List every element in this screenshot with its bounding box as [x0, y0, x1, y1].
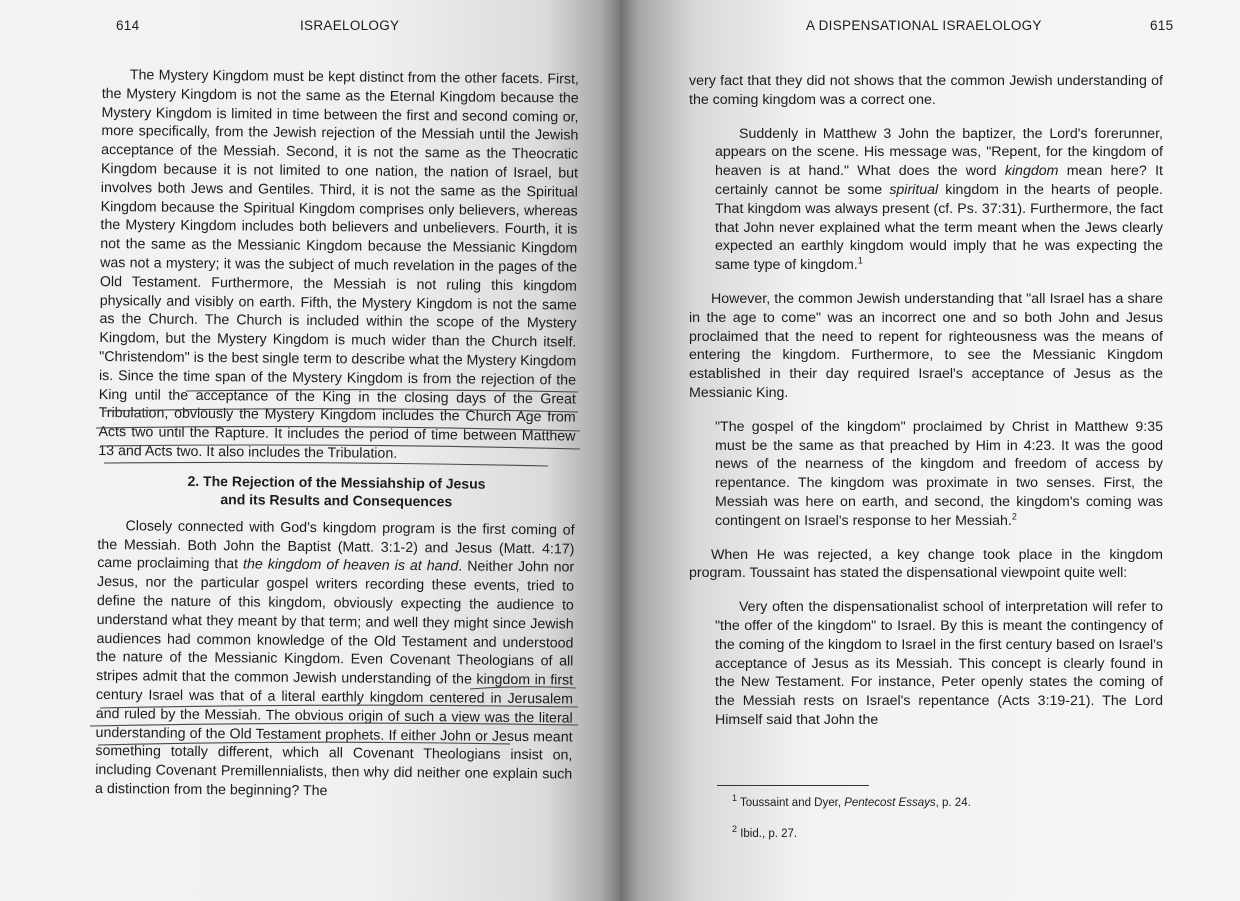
left-running-head: ISRAELOLOGY — [300, 18, 400, 33]
footnote-1-italic: Pentecost Essays — [844, 797, 936, 809]
left-paragraph-2-part-b: . Neither John nor Jesus, nor the particular gospel writers recording these events, tried to define the nature of this kingdom, obviously expecting the audience to understand what they meant by that term; and well they might since Jewish audiences had common knowledge of the Old Testament and understood the nature of the Messianic Kingdom. Even Covenant Theologians of all stripes admit that the common Jewish understanding of the kingdom in first century Israel was that of a literal earthly kingdom centered in Jerusalem and ruled by the Messiah. The obvious origin of such a view was the literal understanding of the Old Testament prophets. If either John or Jesus meant something totally different, which all Covenant Theologians insist on, including Covenant Premillennialists, then why did neither one explain such a distinction from the beginning? The — [94, 558, 575, 800]
right-page — [620, 0, 1240, 901]
section-heading-line-1: 2. The Rejection of the Messiahship of Jesus — [187, 472, 486, 492]
right-paragraph-2-part-b: mean here? It certainly cannot be some — [715, 163, 1163, 198]
right-paragraph-2-italic-2: spiritual — [889, 181, 939, 198]
right-paragraph-4: When He was rejected, a key change took place in the kingdom program. Toussaint has stated the dispensational viewpoint quite well: — [689, 546, 1163, 582]
block-quote-2: Very often the dispensationalist school of interpretation will refer to "the offer of the kingdom" to Israel. By this is meant the contingency of the coming of the kingdom to Israel in the first century based on Israel's acceptance of Jesus as its Messiah. This concept is clearly found in the New Testament. For instance, Peter openly states the coming of the Messiah rests on Israel's repentance (Acts 3:19-21). The Lord Himself said that John the — [715, 599, 1163, 728]
right-paragraph-1: very fact that they did not shows that the common Jewish understanding of the coming kingdom was a correct one. — [689, 73, 1163, 108]
footnote-1-number: 1 — [732, 793, 738, 804]
footnote-ref-1: 1 — [857, 255, 863, 266]
left-body-text — [95, 66, 579, 803]
left-paragraph-2-part-a: Closely connected with God's kingdom program is the first coming of the Messiah. Both John the Baptist (Matt. 3:1-2) and Jesus (Matt. 4:17) came proclaiming that — [97, 517, 575, 573]
footnote-ref-2: 2 — [1011, 511, 1017, 521]
right-page-number: 615 — [1150, 18, 1174, 33]
right-paragraph-2-part-c: kingdom in the hearts of people. That kingdom was always present (cf. Ps. 37:31). Furthermore, the fact that John never explained what the term meant when the Jews clearly expected an earthly kingdom would imply that he was expecting the same type of kingdom. — [715, 181, 1164, 274]
right-paragraph-2-italic-1: kingdom — [1004, 163, 1059, 180]
block-quote-1-text: "The gospel of the kingdom" proclaimed by Christ in Matthew 9:35 must be the same as that preached by Him in 4:23. It was the good news of the nearness of the kingdom and freedom of access by repentance. The kingdom was proximate in two senses. First, the Messiah was here on earth, and second, the kingdom's coming was contingent on Israel's response to her Messiah. — [715, 418, 1163, 529]
right-paragraph-2 — [715, 125, 1163, 275]
left-page-number: 614 — [116, 18, 140, 33]
footnote-2-text: Ibid., p. 27. — [740, 828, 798, 840]
footnote-divider — [717, 785, 869, 786]
right-paragraph-3: However, the common Jewish understanding that "all Israel has a share in the age to come" was an incorrect one and so both John and Jesus proclaimed that the need to repent for righteousness was the means of entering the kingdom. Furthermore, to see the Messianic Kingdom established in their day required Israel's acceptance of Jesus as the Messianic King. — [689, 290, 1163, 401]
footnote-2-number: 2 — [732, 824, 738, 835]
left-paragraph-2 — [95, 517, 575, 804]
footnote-1 — [732, 793, 971, 809]
footnote-2 — [732, 824, 798, 840]
footnote-1-tail: , p. 24. — [935, 797, 971, 809]
left-paragraph-2-italic: the kingdom of heaven is at hand — [242, 556, 459, 575]
footnote-1-text: Toussaint and Dyer, — [740, 797, 845, 809]
right-paragraph-2-part-a: Suddenly in Matthew 3 John the baptizer, the Lord's forerunner, appears on the scene. His message was, "Repent, for the kingdom of heaven is at hand." What does the word — [715, 125, 1163, 180]
section-heading — [98, 471, 575, 512]
right-body-text — [689, 72, 1163, 745]
block-quote-1 — [715, 418, 1163, 531]
section-heading-line-2: and its Results and Consequences — [220, 490, 453, 510]
left-paragraph-1: The Mystery Kingdom must be kept distinct from the other facets. First, the Mystery Kingdom is not the same as the Eternal Kingdom because the Mystery Kingdom is limited in time between the first and second coming or, more specifically, from the Jewish rejection of the Messiah until the Jewish acceptance of the Messiah. Second, it is not the same as the Theocratic Kingdom because it is not limited to one nation, the nation of Israel, but involves both Jews and Gentiles. Third, it is not the same as the Spiritual Kingdom because the Spiritual Kingdom comprises only believers, whereas the Mystery Kingdom includes both believers and unbelievers. Fourth, it is not the same as the Messianic Kingdom because the Messianic Kingdom was not a mystery; it was the subject of much revelation in the pages of the Old Testament. Furthermore, the Messiah is not ruling this kingdom physically and visibly on earth. Fifth, the Mystery Kingdom is not the same as the Church. The Church is included within the scope of the Mystery Kingdom, but the Mystery Kingdom is much wider than the Church itself. "Christendom" is the best single term to describe what the Mystery Kingdom is. Since the time span of the Mystery Kingdom is from the rejection of the King until the acceptance of the King in the closing days of the Great Tribulation, obviously the Mystery Kingdom includes the Church Age from Acts two until the Rapture. It includes the period of time between Matthew 13 and Acts two. It also includes the Tribulation. — [98, 67, 579, 462]
right-running-head: A DISPENSATIONAL ISRAELOLOGY — [806, 18, 1042, 33]
